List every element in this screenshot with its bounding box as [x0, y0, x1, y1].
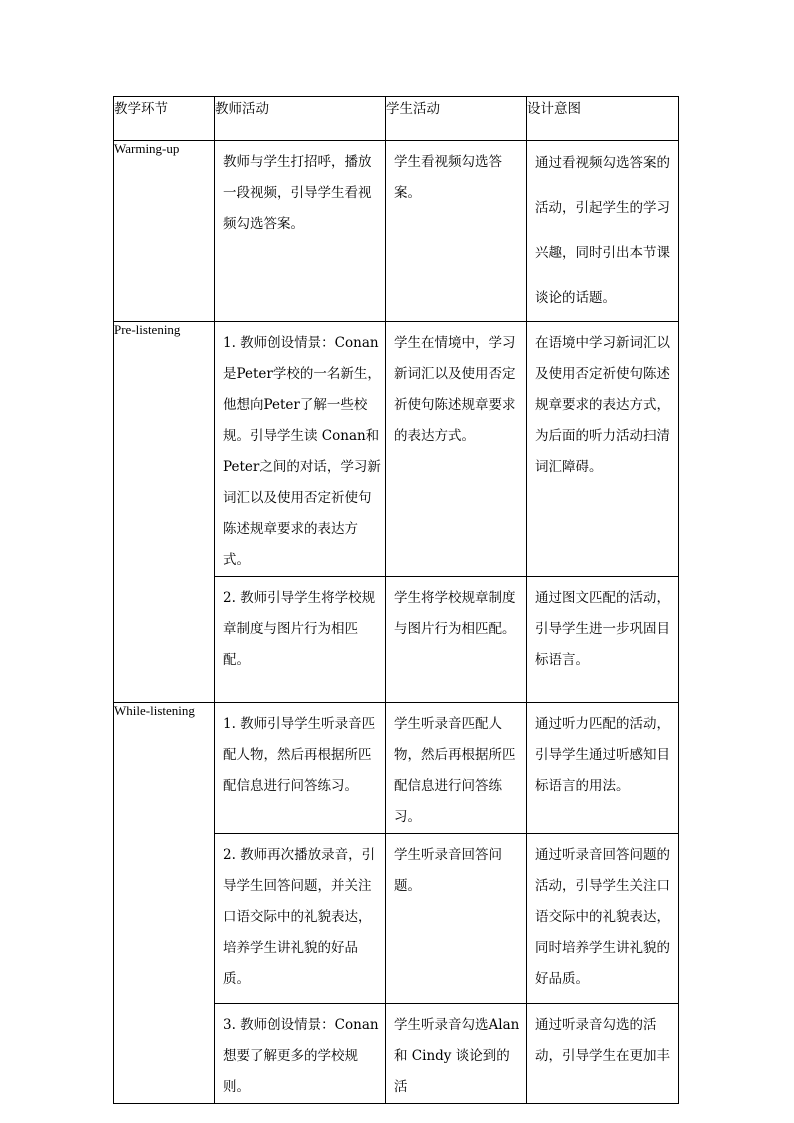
design-intent-cell: [527, 1004, 679, 1104]
design-intent-text: 通过听力匹配的活动，引导学生通过听感知目标语言的用法。: [535, 716, 670, 794]
header-stage: 教学环节: [114, 97, 215, 141]
teacher-activity-text: 2. 教师再次播放录音，引导学生回答问题，并关注口语交际中的礼貌表达，培养学生讲礼貌的好品质。: [223, 847, 376, 987]
student-activity-text: 学生听录音勾选Alan和 Cindy 谈论到的活: [394, 1017, 520, 1095]
table-row: [114, 141, 679, 322]
header-student-activity: 学生活动: [386, 97, 527, 141]
header-design-intent: 设计意图: [527, 97, 679, 141]
design-intent-cell: [527, 577, 679, 703]
teacher-activity-cell: [215, 834, 386, 1004]
design-intent-cell: [527, 703, 679, 834]
design-intent-text: 通过图文匹配的活动，引导学生进一步巩固目标语言。: [535, 590, 670, 668]
teacher-activity-text: 3. 教师创设情景：Conan想要了解更多的学校规则。: [223, 1017, 379, 1095]
teacher-activity-text: 1. 教师创设情景：Conan是Peter学校的一名新生，他想向Peter了解一些校规。引导学生读 Conan和Peter之间的对话，学习新词汇以及使用否定祈使句陈述规章要求的表达方式。: [223, 335, 381, 568]
design-intent-cell: [527, 141, 679, 322]
design-intent-cell: [527, 322, 679, 577]
student-activity-text: 学生听录音匹配人物，然后再根据所匹配信息进行问答练习。: [394, 716, 516, 825]
student-activity-cell: [386, 322, 527, 577]
student-activity-text: 学生在情境中，学习新词汇以及使用否定祈使句陈述规章要求的表达方式。: [394, 335, 516, 444]
design-intent-cell: [527, 834, 679, 1004]
stage-cell: Warming-up: [114, 141, 215, 322]
stage-cell: Pre-listening: [114, 322, 215, 703]
student-activity-text: 学生听录音回答问题。: [394, 847, 502, 894]
design-intent-text: 通过听录音回答问题的活动，引导学生关注口语交际中的礼貌表达，同时培养学生讲礼貌的好品质。: [535, 847, 670, 987]
design-intent-text: 通过听录音勾选的活动，引导学生在更加丰: [535, 1017, 670, 1064]
table-row: [114, 703, 679, 834]
header-row: [114, 97, 679, 141]
stage-cell: While-listening: [114, 703, 215, 1104]
header-teacher-activity: 教师活动: [215, 97, 386, 141]
student-activity-cell: [386, 703, 527, 834]
design-intent-text: 通过看视频勾选答案的活动，引起学生的学习兴趣，同时引出本节课谈论的话题。: [535, 155, 670, 306]
teacher-activity-cell: [215, 322, 386, 577]
student-activity-text: 学生看视频勾选答案。: [394, 154, 502, 201]
lesson-plan-table: [113, 96, 679, 1104]
student-activity-cell: [386, 1004, 527, 1104]
teacher-activity-cell: [215, 703, 386, 834]
teacher-activity-text: 2. 教师引导学生将学校规章制度与图片行为相匹配。: [223, 590, 376, 668]
teacher-activity-text: 1. 教师引导学生听录音匹配人物，然后再根据所匹配信息进行问答练习。: [223, 716, 376, 794]
student-activity-text: 学生将学校规章制度与图片行为相匹配。: [394, 590, 516, 637]
teacher-activity-cell: [215, 141, 386, 322]
teacher-activity-cell: [215, 577, 386, 703]
teacher-activity-cell: [215, 1004, 386, 1104]
design-intent-text: 在语境中学习新词汇以及使用否定祈使句陈述规章要求的表达方式，为后面的听力活动扫清词汇障碍。: [535, 335, 670, 475]
student-activity-cell: [386, 141, 527, 322]
table-row: [114, 322, 679, 577]
teacher-activity-text: 教师与学生打招呼，播放一段视频，引导学生看视频勾选答案。: [223, 154, 372, 232]
student-activity-cell: [386, 834, 527, 1004]
student-activity-cell: [386, 577, 527, 703]
